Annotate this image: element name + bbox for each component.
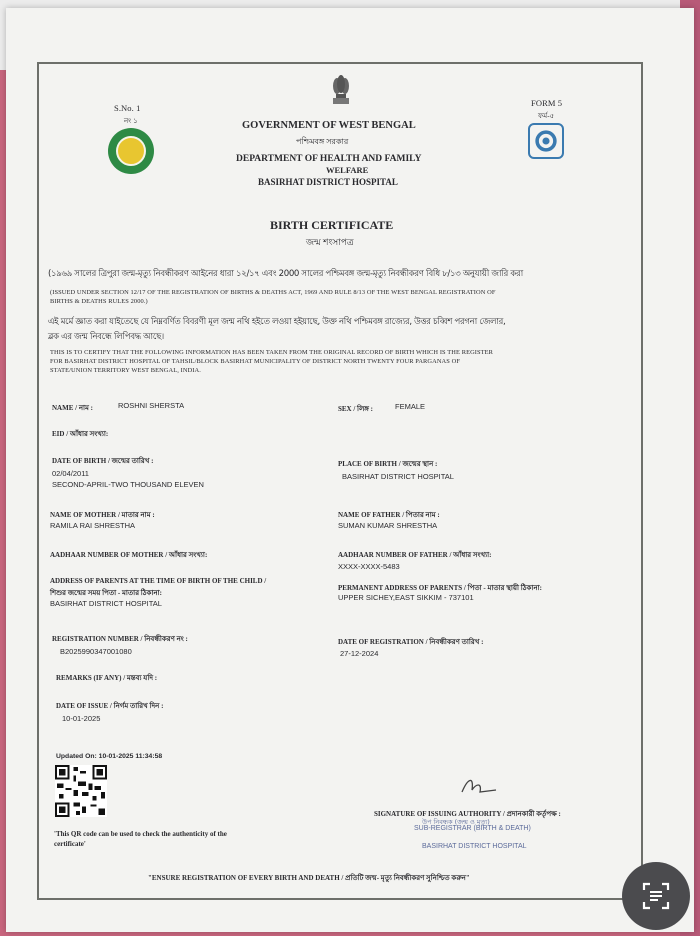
- sex-value: FEMALE: [395, 402, 426, 411]
- name-label: NAME / নাম :: [52, 404, 94, 412]
- father-value: SUMAN KUMAR SHRESTHA: [338, 521, 438, 530]
- birth-address-label-2: শিশুর জন্মের সময় পিতা - মাতার ঠিকানা:: [50, 589, 163, 597]
- issue-date-value: 10-01-2025: [62, 714, 101, 723]
- pob-value: BASIRHAT DISTRICT HOSPITAL: [342, 472, 454, 481]
- serial-number-label: S.No. 1: [114, 103, 141, 113]
- preamble-bn-issue: (১৯৬৯ সালের ত্রিপুরা জন্ম-মৃত্যু নিবন্ধীকরণ আইনের ধারা ১২/১৭ এবং 2000 সালের পশ্চিমবঙ্গ জন্ম-মৃত্যু নিবন্ধীকরণ বিধি ৮/১৩ অনুযায়ী জারি করা: [48, 269, 523, 279]
- updated-on: Updated On: 10-01-2025 11:34:58: [56, 753, 163, 760]
- qr-note-2: certificate': [54, 840, 86, 848]
- signature-label: SIGNATURE OF ISSUING AUTHORITY / প্রদানকারী কর্তৃপক্ষ :: [374, 810, 561, 818]
- registration-date-label: DATE OF REGISTRATION / নিবন্ধীকরণ তারিখ :: [338, 638, 484, 646]
- preamble-en-certify-3: STATE/UNION TERRITORY WEST BENGAL, INDIA.: [50, 367, 201, 374]
- preamble-bn-certify-2: ব্লক এর জন্ম নিবন্ধে লিপিবদ্ধ আছে।: [48, 332, 164, 342]
- qr-code-icon: [55, 765, 107, 817]
- stamp-line-1: উপ নিবন্ধক (জন্ম ও মৃত্যু): [422, 818, 490, 826]
- preamble-en-certify-1: THIS IS TO CERTIFY THAT THE FOLLOWING INFORMATION HAS BEEN TAKEN FROM THE ORIGINAL RECORD OF BIRTH WHICH IS THE REGISTER: [50, 349, 494, 356]
- preamble-en-certify-2: FOR BASIRHAT DISTRICT HOSPITAL OF TAHSIL/BLOCK BASIRHAT MUNICIPALITY OF DISTRICT NORTH TWENTY FOUR PARGANAS OF: [50, 358, 460, 365]
- aadhaar-father-value: XXXX-XXXX-5483: [338, 562, 400, 571]
- mother-value: RAMILA RAI SHRESTHA: [50, 521, 136, 530]
- registration-date-value: 27-12-2024: [340, 649, 379, 658]
- government-title-bn: পশ্চিমবঙ্গ সরকার: [296, 137, 349, 146]
- state-seal-icon: [108, 128, 154, 174]
- text-scan-button[interactable]: [622, 862, 690, 930]
- father-label: NAME OF FATHER / পিতার নাম :: [338, 511, 440, 519]
- remarks-label: REMARKS (IF ANY) / মন্তব্য যদি :: [56, 674, 158, 682]
- form-label-bn: ফর্ম-৫: [538, 112, 555, 120]
- serial-number-bn: নং ১: [124, 117, 138, 125]
- preamble-bn-certify-1: এই মর্মে জ্ঞাত করা যাইতেছে যে নিম্নবর্ণিত বিবরণী মূল জন্ম নথি হইতে লওয়া হইয়াছে, উক্ত নথি পশ্চিমবঙ্গ রাজ্যের, উত্তর চব্বিশ পরগনা জেলার,: [48, 317, 506, 327]
- qr-note-1: 'This QR code can be used to check the authenticity of the: [54, 830, 227, 838]
- pob-label: PLACE OF BIRTH / জন্মের স্থান :: [338, 460, 438, 468]
- permanent-address-label: PERMANENT ADDRESS OF PARENTS / পিতা - মাতার স্থায়ী ঠিকানা:: [338, 584, 542, 592]
- government-title: GOVERNMENT OF WEST BENGAL: [242, 120, 416, 131]
- birth-address-value: BASIRHAT DISTRICT HOSPITAL: [50, 599, 162, 608]
- department-title: DEPARTMENT OF HEALTH AND FAMILY: [236, 154, 422, 164]
- aadhaar-mother-label: AADHAAR NUMBER OF MOTHER / আঁধার সংখ্যা:: [50, 551, 208, 559]
- preamble-en-issue-1: (ISSUED UNDER SECTION 12/17 OF THE REGISTRATION OF BIRTHS & DEATHS ACT, 1969 AND RULE 8/13 OF THE WEST BENGAL REGISTRATION OF: [50, 289, 496, 296]
- dob-words: SECOND-APRIL-TWO THOUSAND ELEVEN: [52, 480, 204, 489]
- permanent-address-value: UPPER SICHEY,EAST SIKKIM - 737101: [338, 593, 474, 602]
- certificate-title: BIRTH CERTIFICATE: [270, 218, 394, 232]
- birth-address-label-1: ADDRESS OF PARENTS AT THE TIME OF BIRTH OF THE CHILD /: [50, 577, 267, 585]
- preamble-en-issue-2: BIRTHS & DEATHS RULES 2000.): [50, 298, 148, 305]
- hospital-title: BASIRHAT DISTRICT HOSPITAL: [258, 177, 398, 187]
- form-label: FORM 5: [531, 98, 563, 108]
- registration-logo-icon: [528, 123, 564, 159]
- national-emblem-icon: [330, 74, 352, 106]
- text-scan-icon: [641, 881, 671, 911]
- department-title-2: WELFARE: [326, 165, 369, 175]
- signature-mark: [460, 774, 500, 800]
- issue-date-label: DATE OF ISSUE / নির্গম তারিখ দিন :: [56, 702, 164, 710]
- aadhaar-father-label: AADHAAR NUMBER OF FATHER / আঁধার সংখ্যা:: [338, 551, 492, 559]
- dob-value: 02/04/2011: [52, 469, 89, 478]
- eid-label: EID / আঁধার সংখ্যা:: [52, 430, 109, 438]
- stamp-line-2: SUB-REGISTRAR (BIRTH & DEATH): [414, 825, 531, 832]
- name-value: ROSHNI SHERSTA: [118, 401, 185, 410]
- dob-label: DATE OF BIRTH / জন্মের তারিখ :: [52, 457, 154, 465]
- ensure-registration-footer: "ENSURE REGISTRATION OF EVERY BIRTH AND DEATH / প্রতিটি জন্ম- মৃত্যু নিবন্ধীকরণ সুনিশ্চিত করুন": [148, 874, 470, 882]
- mother-label: NAME OF MOTHER / মাতার নাম :: [50, 511, 155, 519]
- certificate-title-bn: জন্ম শংসাপত্র: [306, 237, 354, 247]
- sex-label: SEX / লিঙ্গ :: [338, 405, 374, 413]
- registration-number-label: REGISTRATION NUMBER / নিবন্ধীকরণ নং :: [52, 635, 188, 643]
- registration-number-value: B2025990347001080: [60, 647, 132, 656]
- stamp-line-3: BASIRHAT DISTRICT HOSPITAL: [422, 843, 527, 850]
